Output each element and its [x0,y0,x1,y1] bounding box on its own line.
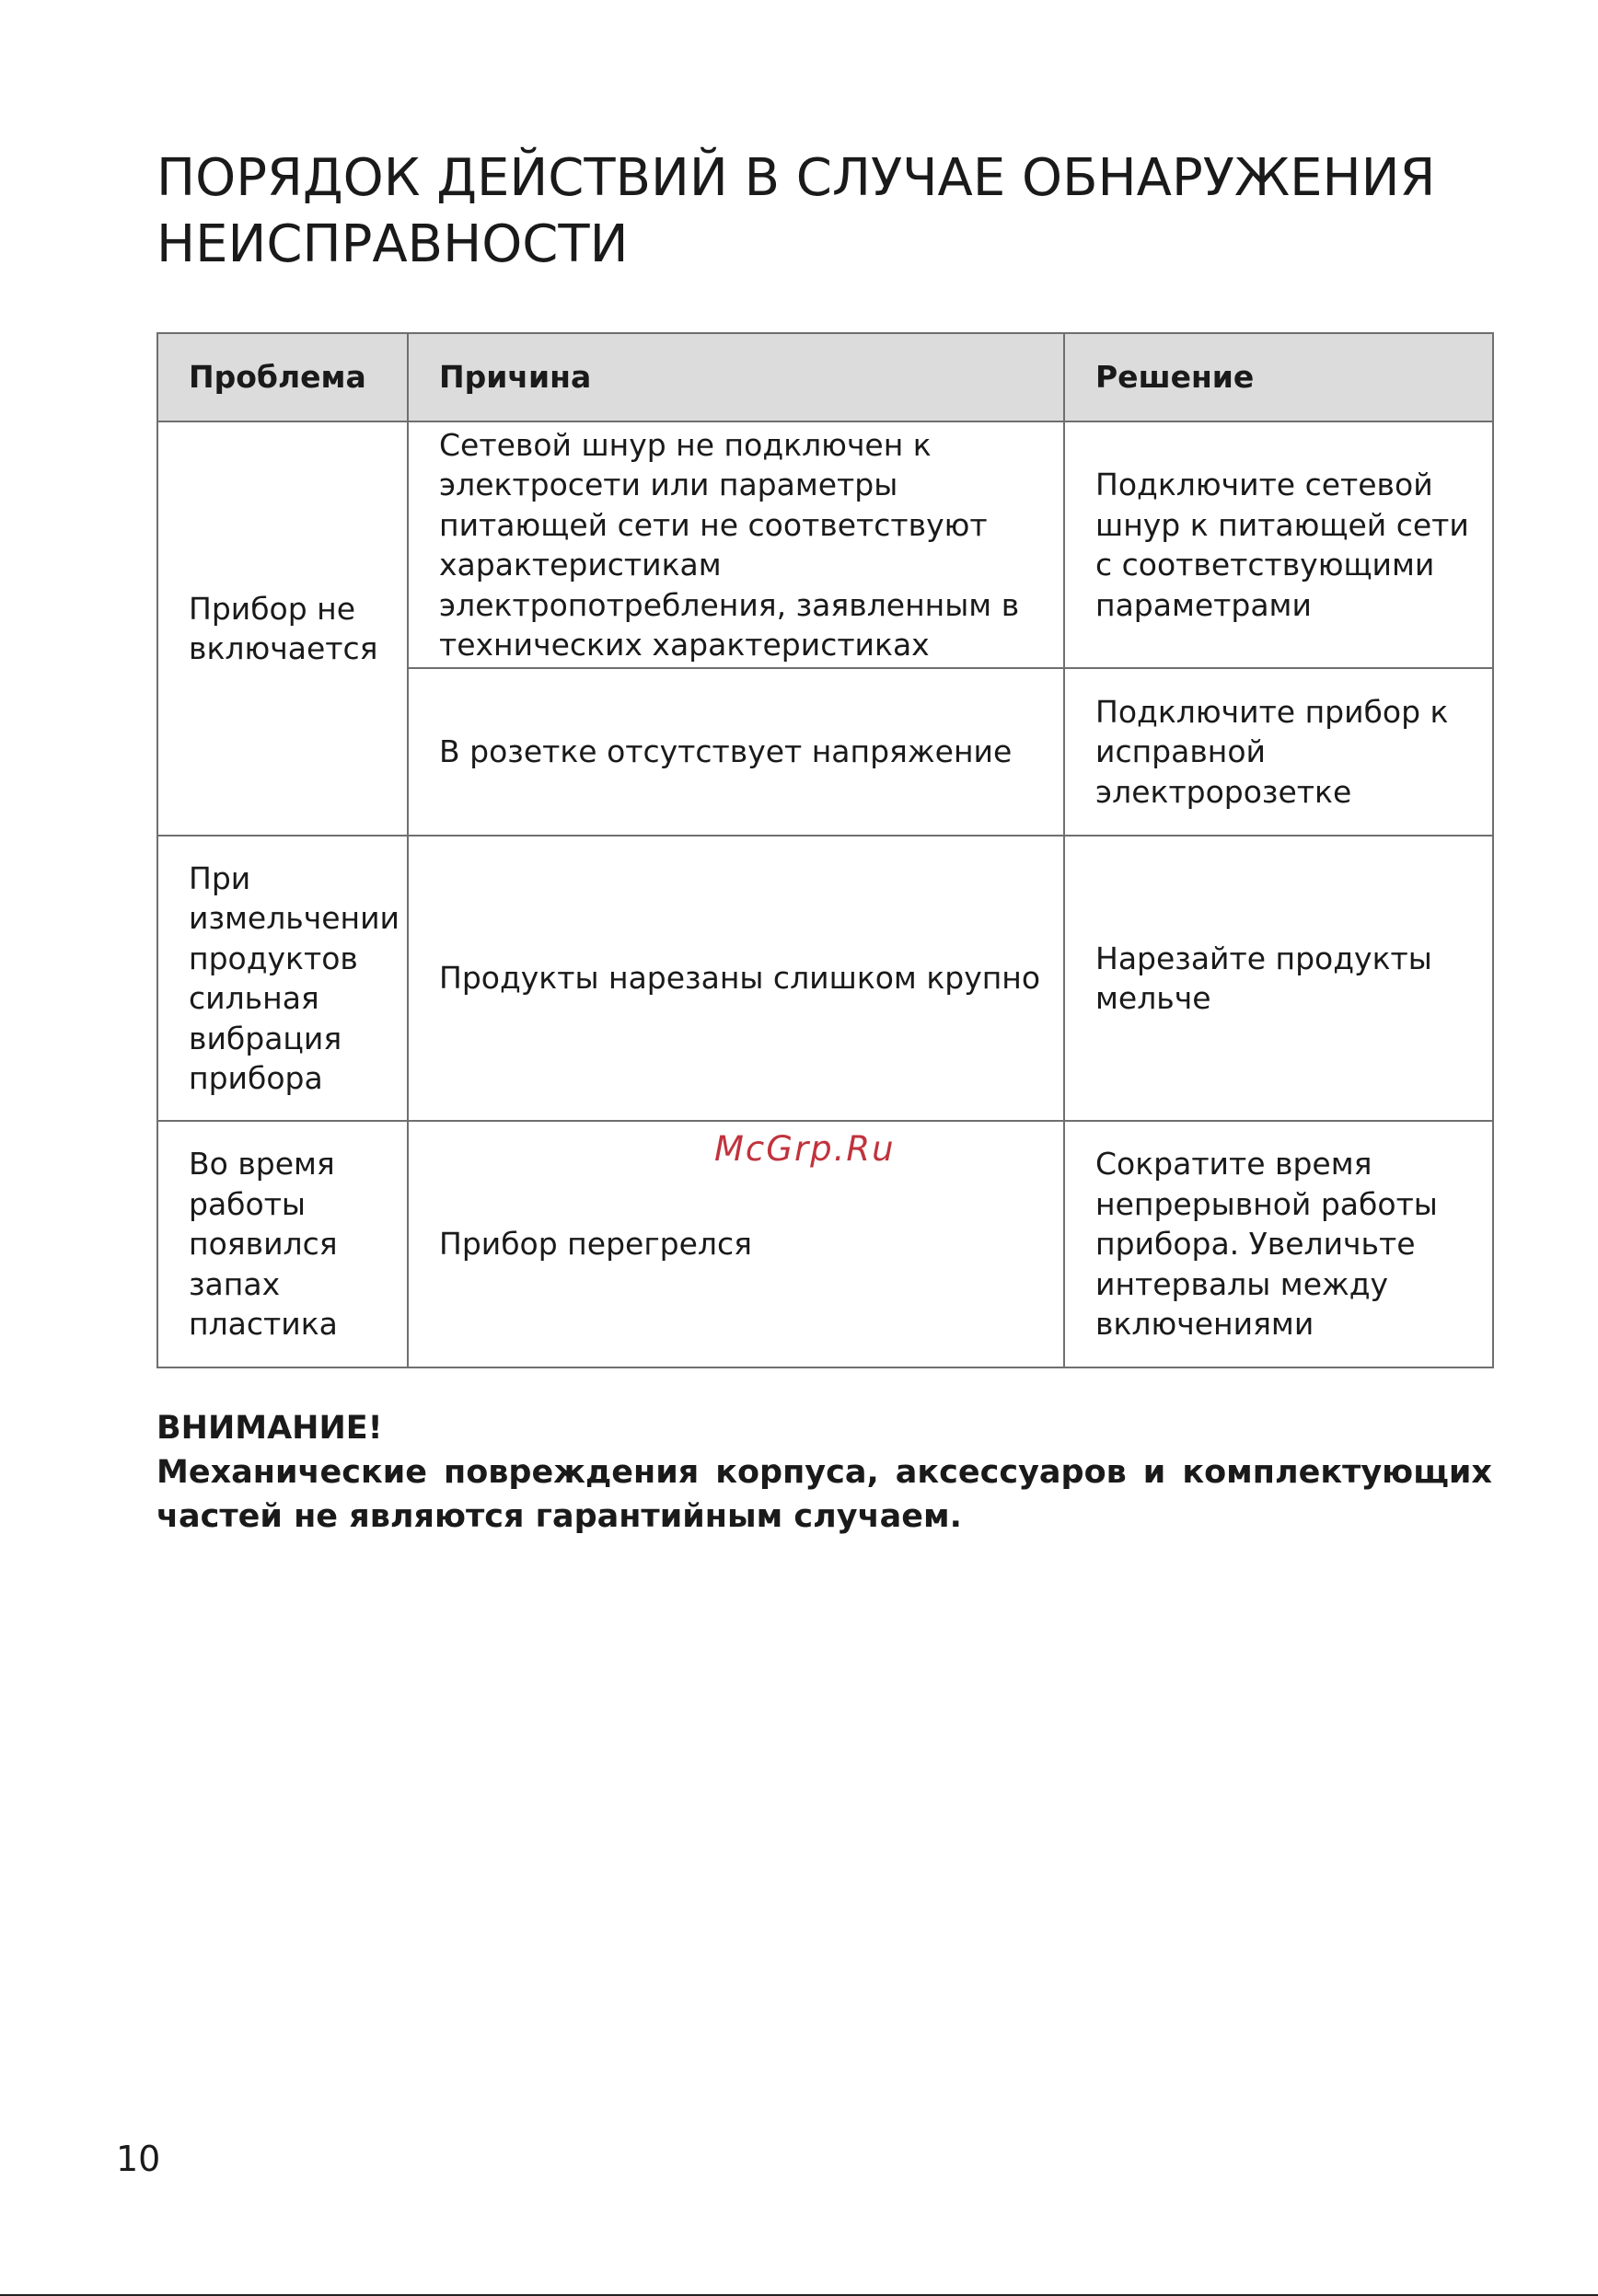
problem-cell: При измельчении продуктов сильная вибрация прибора [157,836,408,1121]
warning-text: Механические повреждения корпуса, аксессуаров и комплектующих частей не являются гарантийным случаем. [156,1454,1492,1535]
warning-notice [156,1406,1492,1539]
watermark: McGrp.Ru [714,1129,896,1169]
cause-cell: Прибор перегрелся [408,1121,1064,1367]
solution-cell: Сократите время непрерывной работы прибора. Увеличьте интервалы между включениями [1064,1121,1493,1367]
cause-cell: Сетевой шнур не подключен к электросети или параметры питающей сети не соответствуют характеристикам электропотребления, заявленным в технических характеристиках [408,421,1064,668]
solution-cell: Подключите прибор к исправной электророзетке [1064,668,1493,836]
cause-cell: Продукты нарезаны слишком крупно [408,836,1064,1121]
warning-heading: ВНИМАНИЕ! [156,1410,383,1447]
page-title [156,145,1491,278]
header-cause: Причина [408,333,1064,421]
table-header-row [157,333,1493,421]
table-row [157,421,1493,668]
problem-cell: Прибор не включается [157,421,408,836]
header-solution: Решение [1064,333,1493,421]
page-title-line-1: ПОРЯДОК ДЕЙСТВИЙ В СЛУЧАЕ ОБНАРУЖЕНИЯ [156,148,1436,208]
table-row [157,836,1493,1121]
page-title-line-2: НЕИСПРАВНОСТИ [156,214,629,274]
solution-cell: Нарезайте продукты мельче [1064,836,1493,1121]
page-number: 10 [116,2139,161,2179]
header-problem: Проблема [157,333,408,421]
solution-cell: Подключите сетевой шнур к питающей сети с соответствующими параметрами [1064,421,1493,668]
problem-cell: Во время работы появился запах пластика [157,1121,408,1367]
cause-cell: В розетке отсутствует напряжение [408,668,1064,836]
troubleshooting-table [156,332,1494,1368]
